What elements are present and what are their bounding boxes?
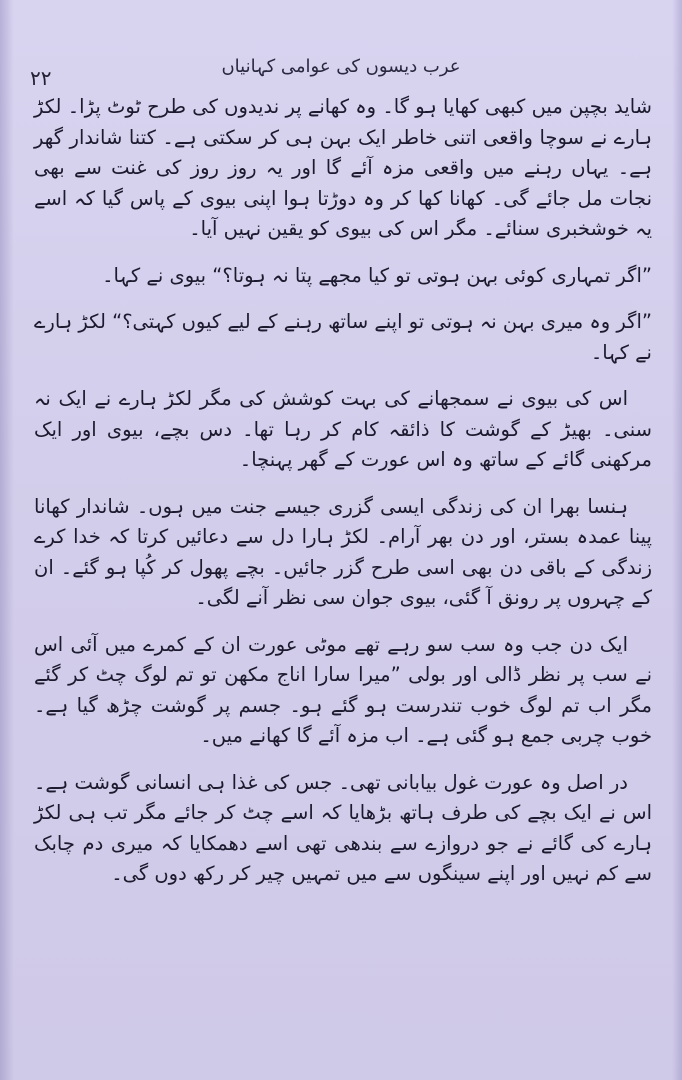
paragraph: ایک دن جب وہ سب سو رہے تھے موٹی عورت ان کے کمرے میں آئی اس نے سب پر نظر ڈالی اور بولی ”میرا سارا اناج مکھن تو تم لوگ چٹ کر گئے مگر اب تم لوگ خوب تندرست ہو گئے ہو۔ جسم پر گوشت چڑھ گیا ہے۔ خوب چربی جمع ہو گئی ہے۔ اب مزہ آئے گا کھانے میں۔	[34, 632, 652, 747]
running-header-title: عرب دیسوں کی عوامی کہانیاں	[221, 56, 461, 77]
story-text	[34, 92, 652, 906]
paragraph: در اصل وہ عورت غول بیابانی تھی۔ جس کی غذا ہی انسانی گوشت ہے۔ اس نے ایک بچے کی طرف ہاتھ بڑھایا کہ اسے چٹ کر جائے مگر تب ہی لکڑ ہارے کی گائے نے جو دروازے سے بندھی تھی اسے دھمکایا کہ میری دم چابک سے کم نہیں اور اپنے سینگوں سے میں تمہیں چیر کر رکھ دوں گی۔	[34, 770, 652, 885]
page-edge-shadow-right	[672, 0, 682, 1080]
paragraph: اس کی بیوی نے سمجھانے کی بہت کوشش کی مگر لکڑ ہارے نے ایک نہ سنی۔ بھیڑ کے گوشت کا ذائقہ کام کر رہا تھا۔ دس بچے، بیوی اور ایک مرکھنی گائے کے ساتھ وہ اس عورت کے گھر پہنچا۔	[34, 387, 652, 471]
paragraph: ”اگر وہ میری بہن نہ ہوتی تو اپنے ساتھ رہنے کے لیے کیوں کہتی؟“ لکڑ ہارے نے کہا۔	[34, 310, 652, 364]
paragraph: شاید بچپن میں کبھی کھایا ہو گا۔ وہ کھانے پر ندیدوں کی طرح ٹوٹ پڑا۔ لکڑ ہارے نے سوچا واقعی اتنی خاطر ایک بہن ہی کر سکتی ہے۔ کتنا شاندار گھر ہے۔ یہاں رہنے میں واقعی مزہ آئے گا اور یہ روز روز کی غنت سے بھی نجات مل جائے گی۔ کھانا کھا کر وہ دوڑتا ہوا اپنی بیوی کے پاس گیا کہ اسے یہ خوشخبری سنائے۔ مگر اس کی بیوی کو یقین نہیں آیا۔	[34, 95, 652, 240]
paragraph: ”اگر تمہاری کوئی بہن ہوتی تو کیا مجھے پتا نہ ہوتا؟“ بیوی نے کہا۔	[102, 263, 652, 287]
page-edge-shadow-left	[0, 0, 14, 1080]
page-number: ۲۲	[30, 66, 52, 90]
paragraph: ہنسا بھرا ان کی زندگی ایسی گزری جیسے جنت میں ہوں۔ شاندار کھانا پینا عمدہ بستر، اور دن بھر آرام۔ لکڑ ہارا دل سے دعائیں کرتا کہ خدا کرے زندگی کے باقی دن بھی اسی طرح گزر جائیں۔ بچے پھول کر کُپا ہو گئے۔ ان کے چہروں پر رونق آ گئی، بیوی جوان سی نظر آنے لگی۔	[34, 494, 652, 609]
